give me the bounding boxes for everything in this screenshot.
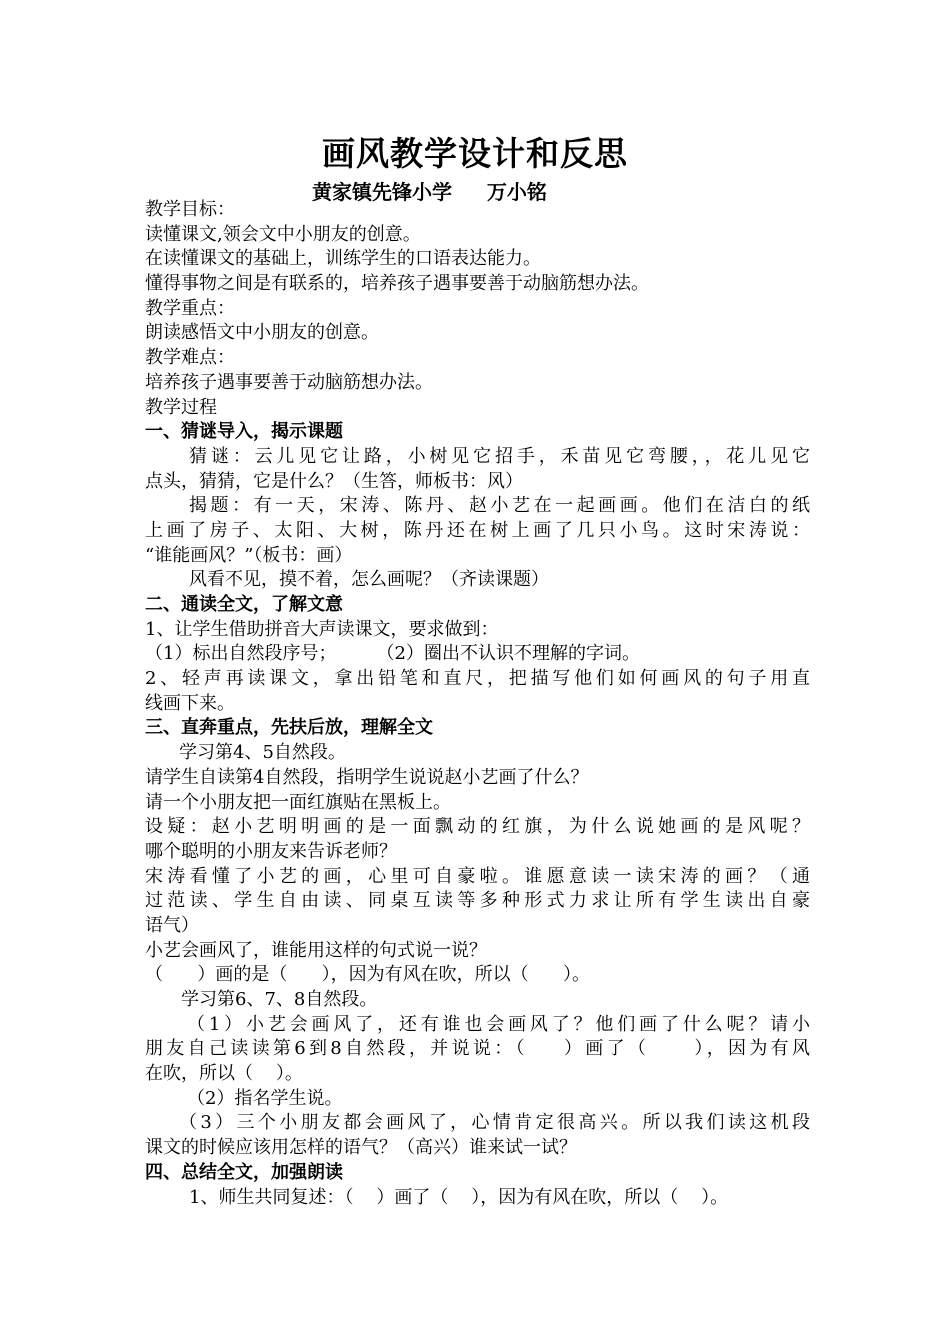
section-label: 教学难点： bbox=[145, 347, 235, 369]
section-label: 教学过程 bbox=[145, 396, 217, 418]
text-line: 宋涛看懂了小艺的画，心里可自豪啦。谁愿意读一读宋涛的画？（通 bbox=[145, 865, 810, 887]
document-body bbox=[145, 198, 810, 1210]
section-heading: 二、通读全文，了解文意 bbox=[145, 594, 343, 615]
section-label: 教学目标： bbox=[145, 199, 235, 220]
fill-in-blank-line: （ ）画的是（ ），因为有风在吹，所以（ ）。 bbox=[145, 964, 590, 986]
text-line: 小艺会画风了，谁能用这样的句式说一说？ bbox=[145, 939, 487, 961]
text-line: 学习第6、7、8自然段。 bbox=[181, 989, 378, 1010]
text-line: 点头，猜猜，它是什么？（生答，师板书：风） bbox=[145, 470, 523, 492]
section-heading: 三、直奔重点，先扶后放，理解全文 bbox=[145, 717, 433, 739]
text-line: 学习第4、5自然段。 bbox=[179, 742, 346, 764]
text-line: （1）标出自然段序号； （2）圈出不认识不理解的字词。 bbox=[145, 643, 640, 665]
text-line: 朋友自己读读第6到8自然段，并说说：（ ）画了（ ），因为有风 bbox=[145, 1038, 810, 1060]
text-line: 风看不见，摸不着，怎么画呢？（齐读课题） bbox=[189, 569, 549, 591]
text-line: 课文的时候应该用怎样的语气？（高兴）谁来试一试？ bbox=[145, 1137, 577, 1159]
text-line: 朗读感悟文中小朋友的创意。 bbox=[145, 322, 379, 344]
section-heading: 四、总结全文，加强朗读 bbox=[145, 1161, 343, 1183]
text-line: 请学生自读第4自然段，指明学生说说赵小艺画了什么？ bbox=[145, 766, 589, 788]
text-line: 请一个小朋友把一面红旗贴在黑板上。 bbox=[145, 791, 451, 813]
text-line: （1）小艺会画风了，还有谁也会画风了？他们画了什么呢？请小 bbox=[187, 1013, 810, 1035]
text-line: 上画了房子、太阳、大树，陈丹还在树上画了几只小鸟。这时宋涛说： bbox=[145, 519, 810, 541]
text-line: 读懂课文,领会文中小朋友的创意。 bbox=[145, 223, 421, 245]
text-line: 在吹，所以（ ）。 bbox=[145, 1063, 303, 1085]
text-line: “谁能画风？”（板书：画） bbox=[145, 544, 353, 566]
text-line: 语气） bbox=[145, 914, 199, 936]
author-line: 黄家镇先锋小学 万小铭 bbox=[312, 180, 547, 204]
section-heading: 一、猜谜导入，揭示课题 bbox=[145, 421, 343, 443]
text-line: 猜谜：云儿见它让路，小树见它招手，禾苗见它弯腰，，花儿见它 bbox=[189, 445, 810, 467]
text-line: 在读懂课文的基础上，训练学生的口语表达能力。 bbox=[145, 248, 541, 270]
text-line: 懂得事物之间是有联系的，培养孩子遇事要善于动脑筋想办法。 bbox=[145, 273, 649, 295]
text-line: 培养孩子遇事要善于动脑筋想办法。 bbox=[145, 371, 433, 393]
text-line: 揭题：有一天，宋涛、陈丹、赵小艺在一起画画。他们在洁白的纸 bbox=[189, 495, 810, 517]
text-line: 设疑：赵小艺明明画的是一面飘动的红旗，为什么说她画的是风呢？ bbox=[145, 816, 810, 838]
text-line: 1、让学生借助拼音大声读课文，要求做到： bbox=[145, 618, 499, 640]
text-line: （3）三个小朋友都会画风了，心情肯定很高兴。所以我们读这机段 bbox=[179, 1112, 810, 1134]
text-line: （2）指名学生说。 bbox=[187, 1087, 343, 1109]
section-label: 教学重点： bbox=[145, 297, 235, 319]
text-line: 哪个聪明的小朋友来告诉老师？ bbox=[145, 840, 397, 862]
text-line: 线画下来。 bbox=[145, 692, 235, 714]
document-title: 画风教学设计和反思 bbox=[322, 134, 628, 173]
text-line: 2、轻声再读课文，拿出铅笔和直尺，把描写他们如何画风的句子用直 bbox=[145, 668, 810, 690]
fill-in-blank-line: 1、师生共同复述：（ ）画了（ ），因为有风在吹，所以（ ）。 bbox=[189, 1186, 729, 1208]
text-line: 过范读、学生自由读、同桌互读等多种形式力求让所有学生读出自豪 bbox=[145, 890, 810, 912]
